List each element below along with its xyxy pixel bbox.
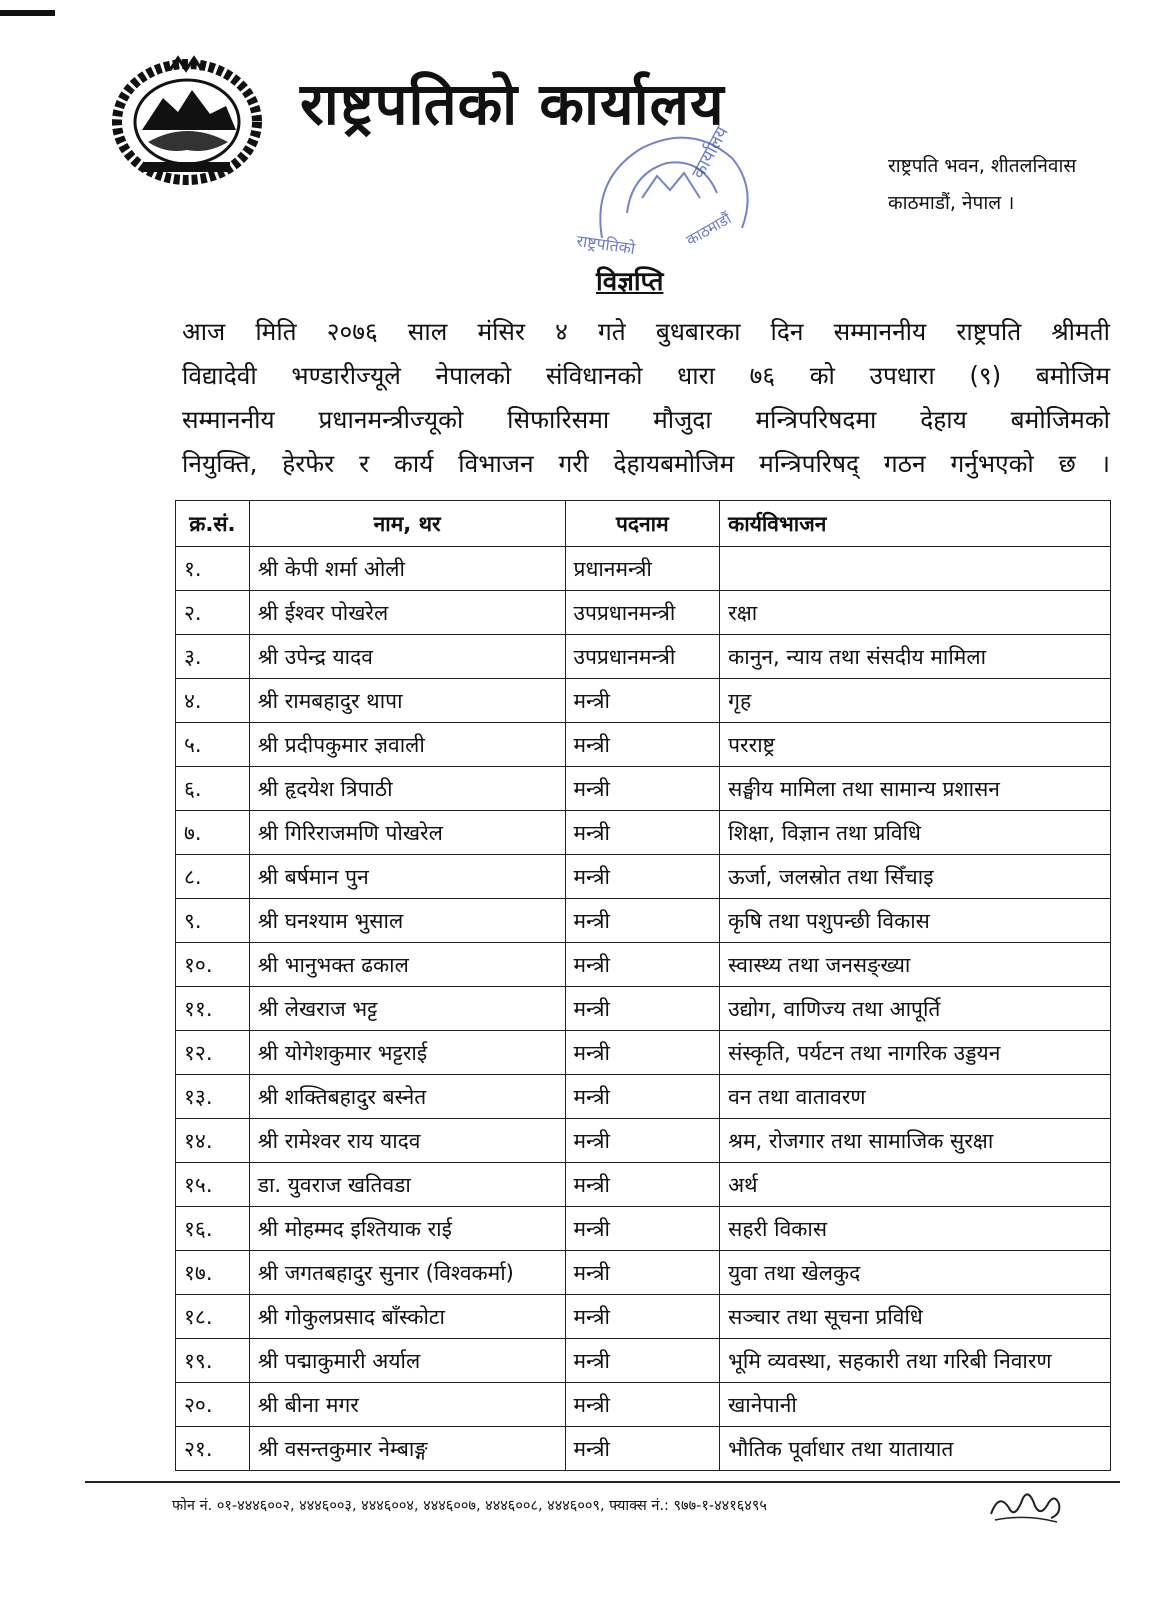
table-body: [176, 547, 1111, 1471]
name-cell: श्री जगतबहादुर सुनार (विश्वकर्मा): [249, 1251, 565, 1295]
designation-cell: मन्त्री: [565, 1383, 720, 1427]
serial-no-cell: १९.: [176, 1339, 250, 1383]
serial-no-cell: १.: [176, 547, 250, 591]
header-portfolio: कार्यविभाजन: [720, 501, 1111, 547]
name-cell: श्री गिरिराजमणि पोखरेल: [249, 811, 565, 855]
designation-cell: मन्त्री: [565, 811, 720, 855]
serial-no-cell: ६.: [176, 767, 250, 811]
table-row: [176, 943, 1111, 987]
portfolio-cell: [720, 547, 1111, 591]
portfolio-cell: कानुन, न्याय तथा संसदीय मामिला: [720, 635, 1111, 679]
name-cell: श्री घनश्याम भुसाल: [249, 899, 565, 943]
name-cell: डा. युवराज खतिवडा: [249, 1163, 565, 1207]
name-cell: श्री बर्षमान पुन: [249, 855, 565, 899]
council-of-ministers-table: [175, 500, 1111, 1471]
table-row: [176, 987, 1111, 1031]
table-row: [176, 1427, 1111, 1471]
designation-cell: मन्त्री: [565, 899, 720, 943]
name-cell: श्री बीना मगर: [249, 1383, 565, 1427]
serial-no-cell: ३.: [176, 635, 250, 679]
table-row: [176, 1251, 1111, 1295]
portfolio-cell: ऊर्जा, जलस्रोत तथा सिँचाइ: [720, 855, 1111, 899]
stamp-text-left: राष्ट्रपतिको: [575, 231, 637, 259]
name-cell: श्री ईश्वर पोखरेल: [249, 591, 565, 635]
designation-cell: उपप्रधानमन्त्री: [565, 591, 720, 635]
table-row: [176, 1075, 1111, 1119]
portfolio-cell: परराष्ट्र: [720, 723, 1111, 767]
designation-cell: मन्त्री: [565, 1251, 720, 1295]
portfolio-cell: वन तथा वातावरण: [720, 1075, 1111, 1119]
table-row: [176, 767, 1111, 811]
serial-no-cell: २१.: [176, 1427, 250, 1471]
table-row: [176, 1163, 1111, 1207]
name-cell: श्री गोकुलप्रसाद बाँस्कोटा: [249, 1295, 565, 1339]
serial-no-cell: ९.: [176, 899, 250, 943]
stamp-text-top: कार्यालय: [687, 122, 733, 183]
designation-cell: मन्त्री: [565, 987, 720, 1031]
designation-cell: मन्त्री: [565, 1295, 720, 1339]
designation-cell: मन्त्री: [565, 1207, 720, 1251]
portfolio-cell: कृषि तथा पशुपन्छी विकास: [720, 899, 1111, 943]
name-cell: श्री रामेश्वर राय यादव: [249, 1119, 565, 1163]
portfolio-cell: सञ्चार तथा सूचना प्रविधि: [720, 1295, 1111, 1339]
name-cell: श्री पद्माकुमारी अर्याल: [249, 1339, 565, 1383]
serial-no-cell: २०.: [176, 1383, 250, 1427]
table-row: [176, 547, 1111, 591]
serial-no-cell: ११.: [176, 987, 250, 1031]
portfolio-cell: खानेपानी: [720, 1383, 1111, 1427]
table-header-row: [176, 501, 1111, 547]
table-row: [176, 723, 1111, 767]
name-cell: श्री रामबहादुर थापा: [249, 679, 565, 723]
table-row: [176, 679, 1111, 723]
designation-cell: मन्त्री: [565, 1075, 720, 1119]
portfolio-cell: संस्कृति, पर्यटन तथा नागरिक उड्डयन: [720, 1031, 1111, 1075]
portfolio-cell: सङ्घीय मामिला तथा सामान्य प्रशासन: [720, 767, 1111, 811]
portfolio-cell: शिक्षा, विज्ञान तथा प्रविधि: [720, 811, 1111, 855]
serial-no-cell: १८.: [176, 1295, 250, 1339]
name-cell: श्री प्रदीपकुमार ज्ञवाली: [249, 723, 565, 767]
designation-cell: मन्त्री: [565, 679, 720, 723]
serial-no-cell: ४.: [176, 679, 250, 723]
notice-title: विज्ञप्ति: [596, 267, 664, 297]
address-line-1: राष्ट्रपति भवन, शीतलनिवास: [888, 155, 1077, 177]
name-cell: श्री उपेन्द्र यादव: [249, 635, 565, 679]
serial-no-cell: ७.: [176, 811, 250, 855]
portfolio-cell: भौतिक पूर्वाधार तथा यातायात: [720, 1427, 1111, 1471]
header-designation: पदनाम: [565, 501, 720, 547]
stamp-text-right: काठमाडौं: [683, 209, 735, 250]
designation-cell: मन्त्री: [565, 855, 720, 899]
notice-body-line: आज मिति २०७६ साल मंसिर ४ गते बुधबारका दिन सम्माननीय राष्ट्रपति श्रीमती: [182, 317, 1110, 346]
designation-cell: मन्त्री: [565, 943, 720, 987]
table-row: [176, 635, 1111, 679]
table-row: [176, 1031, 1111, 1075]
serial-no-cell: १०.: [176, 943, 250, 987]
name-cell: श्री हृदयेश त्रिपाठी: [249, 767, 565, 811]
designation-cell: मन्त्री: [565, 1339, 720, 1383]
name-cell: श्री केपी शर्मा ओली: [249, 547, 565, 591]
header-name: नाम, थर: [249, 501, 565, 547]
designation-cell: उपप्रधानमन्त्री: [565, 635, 720, 679]
designation-cell: मन्त्री: [565, 767, 720, 811]
name-cell: श्री शक्तिबहादुर बस्नेत: [249, 1075, 565, 1119]
table-row: [176, 899, 1111, 943]
nepal-emblem-icon: [108, 50, 266, 190]
table-row: [176, 1339, 1111, 1383]
address-line-2: काठमाडौं, नेपाल ।: [888, 192, 1015, 214]
table-row: [176, 1383, 1111, 1427]
serial-no-cell: १४.: [176, 1119, 250, 1163]
serial-no-cell: १७.: [176, 1251, 250, 1295]
office-address: [888, 148, 1076, 222]
designation-cell: मन्त्री: [565, 1163, 720, 1207]
name-cell: श्री मोहम्मद इश्तियाक राई: [249, 1207, 565, 1251]
serial-no-cell: १६.: [176, 1207, 250, 1251]
serial-no-cell: १२.: [176, 1031, 250, 1075]
designation-cell: मन्त्री: [565, 1119, 720, 1163]
serial-no-cell: १५.: [176, 1163, 250, 1207]
table-row: [176, 1119, 1111, 1163]
office-name: राष्ट्रपतिको कार्यालय: [300, 70, 725, 138]
designation-cell: मन्त्री: [565, 1427, 720, 1471]
portfolio-cell: श्रम, रोजगार तथा सामाजिक सुरक्षा: [720, 1119, 1111, 1163]
footer-divider: [85, 1481, 1120, 1483]
office-seal-stamp: [572, 118, 762, 278]
notice-body-line: विद्यादेवी भण्डारीज्यूले नेपालको संविधानको धारा ७६ को उपधारा (९) बमोजिम: [182, 361, 1110, 390]
name-cell: श्री वसन्तकुमार नेम्बाङ्ग: [249, 1427, 565, 1471]
table-row: [176, 855, 1111, 899]
signature-mark: [985, 1484, 1065, 1528]
notice-body-line: सम्माननीय प्रधानमन्त्रीज्यूको सिफारिसमा मौजुदा मन्त्रिपरिषदमा देहाय बमोजिमको: [182, 405, 1110, 434]
designation-cell: मन्त्री: [565, 1031, 720, 1075]
table-row: [176, 811, 1111, 855]
portfolio-cell: अर्थ: [720, 1163, 1111, 1207]
notice-body: [182, 310, 1110, 486]
designation-cell: मन्त्री: [565, 723, 720, 767]
portfolio-cell: रक्षा: [720, 591, 1111, 635]
footer-contact: फोन नं. ०१-४४४६००२, ४४४६००३, ४४४६००४, ४४४६००७, ४४४६००८, ४४४६००९, फ्याक्स नं.: ९७७-१-४४१६४९५: [172, 1498, 767, 1514]
portfolio-cell: उद्योग, वाणिज्य तथा आपूर्ति: [720, 987, 1111, 1031]
table-row: [176, 591, 1111, 635]
portfolio-cell: स्वास्थ्य तथा जनसङ्ख्या: [720, 943, 1111, 987]
serial-no-cell: ८.: [176, 855, 250, 899]
portfolio-cell: गृह: [720, 679, 1111, 723]
name-cell: श्री भानुभक्त ढकाल: [249, 943, 565, 987]
portfolio-cell: सहरी विकास: [720, 1207, 1111, 1251]
serial-no-cell: ५.: [176, 723, 250, 767]
header-serial-no: क्र.सं.: [176, 501, 250, 547]
portfolio-cell: भूमि व्यवस्था, सहकारी तथा गरिबी निवारण: [720, 1339, 1111, 1383]
name-cell: श्री लेखराज भट्ट: [249, 987, 565, 1031]
designation-cell: प्रधानमन्त्री: [565, 547, 720, 591]
table-row: [176, 1207, 1111, 1251]
table-row: [176, 1295, 1111, 1339]
notice-body-line: नियुक्ति, हेरफेर र कार्य विभाजन गरी देहायबमोजिम मन्त्रिपरिषद् गठन गर्नुभएको छ ।: [182, 449, 1110, 478]
top-edge-mark: [0, 10, 55, 16]
portfolio-cell: युवा तथा खेलकुद: [720, 1251, 1111, 1295]
serial-no-cell: १३.: [176, 1075, 250, 1119]
serial-no-cell: २.: [176, 591, 250, 635]
name-cell: श्री योगेशकुमार भट्टराई: [249, 1031, 565, 1075]
